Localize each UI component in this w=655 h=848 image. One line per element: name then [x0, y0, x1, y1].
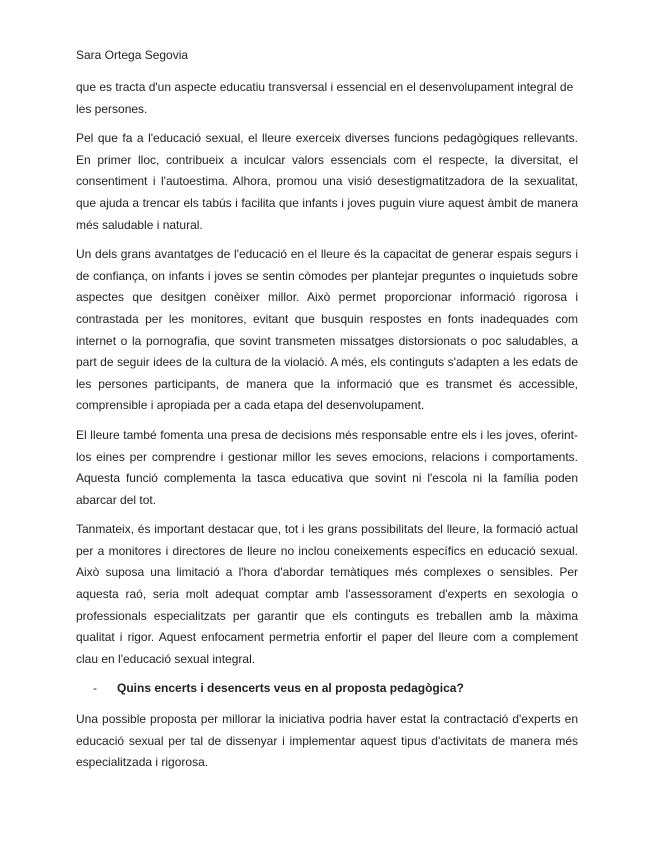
- answer-paragraph: Una possible proposta per millorar la iniciativa podria haver estat la contractació d'experts en educació sexual per tal de dissenyar i implementar aquest tipus d'activitats de manera més especialitzada i rigorosa.: [76, 712, 578, 770]
- author-header: Sara Ortega Segovia: [76, 48, 189, 62]
- paragraph-sexual-education-functions: Pel que fa a l'educació sexual, el lleure exerceix diverses funcions pedagògiques rellevants. En primer lloc, contribueix a inculcar valors essencials com el respecte, la diversitat, el consentiment i l'autoestima. Alhora, promou una visió desestigmatitzadora de la sexualitat, que ajuda a trencar els tabús i facilita que infants i joves puguin viure aquest àmbit de manera més saludable i natural.: [76, 131, 578, 232]
- list-bullet: -: [93, 681, 97, 696]
- question-heading: [76, 678, 578, 700]
- paragraph-continuation: que es tracta d'un aspecte educatiu transversal i essencial en el desenvolupament integral de les persones.: [76, 80, 574, 116]
- paragraph-safe-spaces: Un dels grans avantatges de l'educació en el lleure és la capacitat de generar espais segurs i de confiança, on infants i joves se sentin còmodes per plantejar preguntes o inquietuds sobre aspectes que desitgen conèixer millor. Això permet proporcionar informació rigorosa i contrastada per les monitores, evitant que busquin respostes en fonts inadequades com internet o la pornografia, que sovint transmeten missatges distorsionats o poc saludables, a part de seguir idees de la cultura de la violació. A més, els continguts s'adapten a les edats de les persones participants, de manera que la informació que es transmet és accessible, comprensible i apropiada per a cada etapa del desenvolupament.: [76, 247, 578, 413]
- paragraph-training-limitation: Tanmateix, és important destacar que, tot i les grans possibilitats del lleure, la formació actual per a monitores i directores de lleure no inclou coneixements específics en educació sexual. Això suposa una limitació a l'hora d'abordar temàtiques més complexes o sensibles. Per aquesta raó, seria molt adequat comptar amb l'assessorament d'experts en sexologia o professionals especialitzats per garantir que els continguts es treballen amb la màxima qualitat i rigor. Aquest enfocament permetria enfortir el paper del lleure com a complement clau en l'educació sexual integral.: [76, 522, 578, 666]
- paragraph-decision-making: El lleure també fomenta una presa de decisions més responsable entre els i les joves, oferint-los eines per comprendre i gestionar millor les seves emocions, relacions i comportaments. Aquesta funció complementa la tasca educativa que sovint ni l'escola ni la família poden abarcar del tot.: [76, 427, 578, 507]
- document-body: [76, 77, 578, 782]
- question-text: Quins encerts i desencerts veus en al proposta pedagògica?: [117, 681, 464, 696]
